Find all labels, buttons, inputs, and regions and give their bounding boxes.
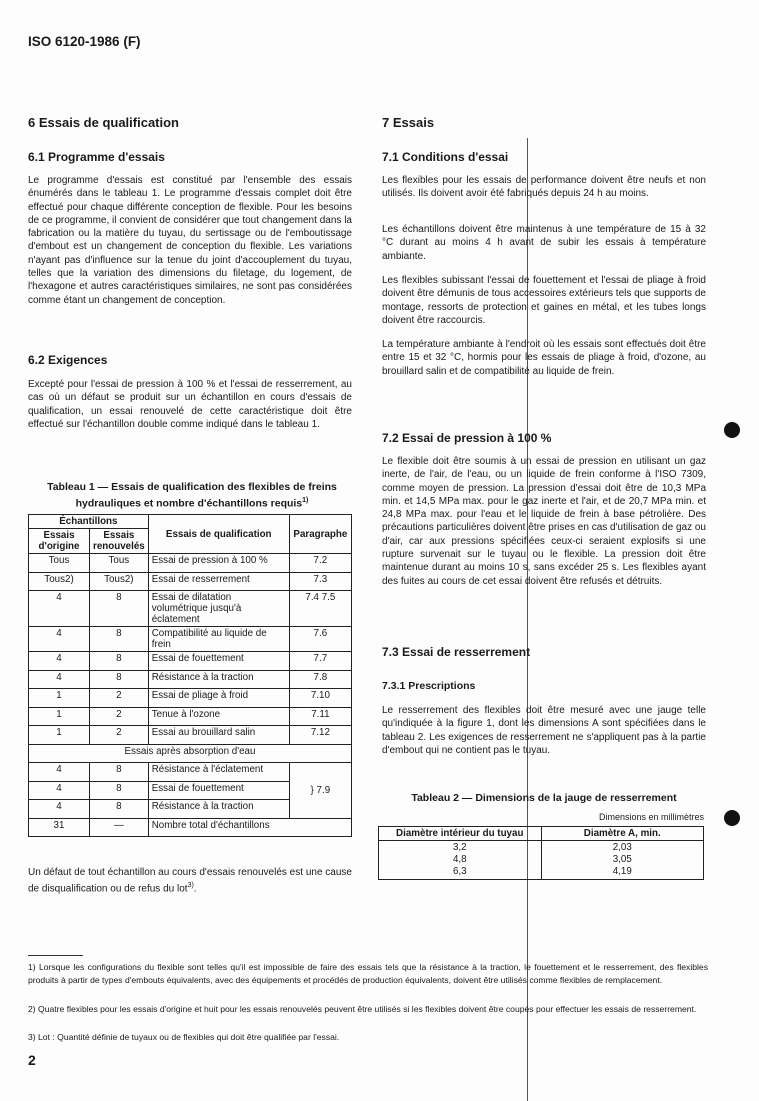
page-number: 2 (28, 1052, 36, 1068)
punch-hole (724, 810, 740, 826)
paragraph-ref: } 7.9 (289, 763, 351, 819)
test-name: Essai de fouettement (148, 652, 289, 671)
punch-hole (724, 422, 740, 438)
section-7-3-1-text: Le resserrement des flexibles doit être mesuré avec une jauge telle qu'indiquée à la figure 1, dont les dimensions A sont spécifiées dans le tableau 2. Les exigences de resserrement ne s'appliquent pas à la partie d'embout qui ne contient pas le tuyau. (382, 705, 706, 756)
paragraph-ref: 7.7 (289, 652, 351, 671)
paragraph-ref: 7.12 (289, 726, 351, 745)
renewed-count: 8 (90, 627, 149, 652)
table-row (29, 627, 352, 652)
test-name: Essai au brouillard salin (148, 726, 289, 745)
paragraph-ref: 7.3 (289, 572, 351, 591)
table-row (29, 591, 352, 627)
original-count: 4 (29, 591, 90, 627)
table-row (29, 652, 352, 671)
total-label: Nombre total d'échantillons (148, 818, 351, 837)
paragraph-ref: 7.6 (289, 627, 351, 652)
table1 (28, 514, 352, 837)
table2-col-inner-diameter: 3,2 4,8 6,3 (379, 841, 542, 880)
section-6-heading: 6 Essais de qualification (28, 115, 179, 130)
section-6-2-heading: 6.2 Exigences (28, 353, 108, 367)
table1-header-samples: Échantillons (29, 515, 149, 529)
table2-header-inner-diameter: Diamètre intérieur du tuyau (379, 827, 542, 841)
section-6-1-heading: 6.1 Programme d'essais (28, 150, 165, 164)
section-7-3-heading: 7.3 Essai de resserrement (382, 645, 531, 659)
table-row (29, 689, 352, 708)
renewed-count: 8 (90, 763, 149, 782)
test-name: Essai de dilatation volumétrique jusqu'à éclatement (148, 591, 289, 627)
original-count: 1 (29, 707, 90, 726)
table-row (29, 763, 352, 782)
paragraph-ref: 7.2 (289, 554, 351, 573)
table1-header-original: Essais d'origine (29, 529, 90, 554)
test-name: Essai de resserrement (148, 572, 289, 591)
table2-col-diameter-a: 2,03 3,05 4,19 (541, 841, 704, 880)
footnote-2: 2) Quatre flexibles pour les essais d'origine et huit pour les essais renouvelés peuvent être utilisés si les flexibles doivent être coupés pour effectuer les essais de resserrement. (28, 1004, 697, 1014)
table1-title: Tableau 1 — Essais de qualification des flexibles de freins hydrauliques et nombre d'échantillons requis$^{1)}$ (47, 481, 337, 510)
table1-header-test: Essais de qualification (148, 515, 289, 554)
test-name: Essai de pression à 100 % (148, 554, 289, 573)
table2-units: Dimensions en millimètres (598, 812, 704, 822)
section-7-heading: 7 Essais (382, 115, 435, 130)
table-row-water (29, 744, 352, 763)
table2-header-diameter-a: Diamètre A, min. (541, 827, 704, 841)
original-count: 1 (29, 726, 90, 745)
section-7-1-para-2: Les échantillons doivent être maintenus à une température de 15 à 32 °C durant au moins 4 h avant de subir les essais à température ambiante. (382, 224, 706, 262)
document-header: ISO 6120-1986 (F) (28, 34, 141, 49)
table2-title: Tableau 2 — Dimensions de la jauge de resserrement (411, 792, 677, 804)
test-name: Résistance à la traction (148, 670, 289, 689)
footnote-3: 3) Lot : Quantité définie de tuyaux ou de flexibles qui doit être qualifiée par l'essai. (28, 1032, 340, 1042)
section-7-2-heading: 7.2 Essai de pression à 100 % (382, 431, 552, 445)
section-7-1-heading: 7.1 Conditions d'essai (382, 150, 509, 164)
paragraph-ref: 7.11 (289, 707, 351, 726)
test-name: Résistance à la traction (148, 800, 289, 819)
original-count: 4 (29, 627, 90, 652)
section-7-1-para-4: La température ambiante à l'endroit où les essais sont effectués doit être entre 15 et 32 °C, hormis pour les essais de pliage à froid, d'ozone, au brouillard salin et de compatibilité au liquide de frein. (382, 339, 706, 377)
test-name: Résistance à l'éclatement (148, 763, 289, 782)
renewed-count: Tous2) (90, 572, 149, 591)
table-row (29, 670, 352, 689)
renewed-count: 2 (90, 707, 149, 726)
table2 (378, 826, 704, 880)
renewed-count: 2 (90, 726, 149, 745)
paragraph-ref: 7.4 7.5 (289, 591, 351, 627)
original-count: 4 (29, 800, 90, 819)
table-row (29, 572, 352, 591)
section-7-3-1-heading: 7.3.1 Prescriptions (382, 680, 476, 692)
renewed-count: Tous (90, 554, 149, 573)
original-count: Tous (29, 554, 90, 573)
original-count: 4 (29, 670, 90, 689)
footnote-1: 1) Lorsque les configurations du flexible sont telles qu'il est impossible de faire des essais tels que la résistance à la traction, le fouettement et le resserrement, des flexibles produits à partir de types d'embouts équivalents, avec des équipements et procédés de production équivalents, doivent être utilisés comme flexibles de remplacement. (28, 962, 708, 985)
renewed-count: 8 (90, 800, 149, 819)
original-count: Tous2) (29, 572, 90, 591)
test-name: Compatibilité au liquide de frein (148, 627, 289, 652)
total-original: 31 (29, 818, 90, 837)
section-7-1-para-1: Les flexibles pour les essais de performance doivent être neufs et non utilisés. Ils doivent avoir été fabriqués depuis 24 h au moins. (382, 175, 706, 200)
original-count: 4 (29, 763, 90, 782)
test-name: Tenue à l'ozone (148, 707, 289, 726)
table1-header-renewed: Essais renouvelés (90, 529, 149, 554)
renewed-count: 8 (90, 652, 149, 671)
test-name: Essai de fouettement (148, 781, 289, 800)
table-row (29, 554, 352, 573)
after-table-text: Un défaut de tout échantillon au cours d'essais renouvelés est une cause de disqualification ou de refus du lot$^{3)}$. (28, 867, 352, 895)
section-7-1-para-3: Les flexibles subissant l'essai de fouettement et l'essai de pliage à froid doivent être démunis de tous accessoires extérieurs tels que supports de montage, ressorts de protection et gaines en métal, et les tubes longs doivent être raccourcis. (382, 275, 706, 326)
original-count: 4 (29, 652, 90, 671)
original-count: 1 (29, 689, 90, 708)
paragraph-ref: 7.10 (289, 689, 351, 708)
section-6-1-text: Le programme d'essais est constitué par l'ensemble des essais énumérés dans le tableau 1. Le programme d'essais complet doit être effectué pour chaque différente conception de flexible. Pour les besoins de ce programme, il convient de considérer que tout changement dans la fabrication ou la matière du tuyau, du sertissage ou de l'emboutissage d'embout est un changement de conception du flexible. Les variations n'ayant pas d'influence sur la tenue du joint d'accouplement du tuyau, telles que la variation des dimensions du filetage, du logement, de l'hexagone et autres caractéristiques similaires, ne sont pas considérées comme étant un changement de conception. (28, 175, 352, 306)
table-row (29, 726, 352, 745)
footnote-rule (28, 955, 83, 956)
section-6-2-text: Excepté pour l'essai de pression à 100 % et l'essai de resserrement, au cas où un défaut se produit sur un échantillon en cours d'essais de qualification, un essai renouvelé de cette caractéristique doit être effectué sur l'échantillon double comme indiqué dans le tableau 1. (28, 379, 352, 430)
renewed-count: 8 (90, 781, 149, 800)
paragraph-ref: 7.8 (289, 670, 351, 689)
table-row-total (29, 818, 352, 837)
table1-header-paragraph: Paragraphe (289, 515, 351, 554)
renewed-count: 2 (90, 689, 149, 708)
table-row (29, 707, 352, 726)
renewed-count: 8 (90, 670, 149, 689)
test-name: Essai de pliage à froid (148, 689, 289, 708)
original-count: 4 (29, 781, 90, 800)
section-7-2-text: Le flexible doit être soumis à un essai de pression en utilisant un gaz inerte, de l'air, de l'eau, ou un liquide de frein conforme à l'ISO 7309, comme moyen de pression. La pression d'essai doit être de 10,3 MPa min. et 14,5 MPa max. pour le gaz inerte et l'air, et de 20,7 MPa min. et 24,8 MPa max. pour l'eau et le liquide de frein à base pétrolière. Des précautions particulières doivent être prises en cas d'utilisation de gaz ou d'air, car aux pressions spécifiées ceux-ci seraient explosifs si une rupture survenait sur le tuyau ou le flexible. La pression doit être maintenue durant au moins 10 s, sans excéder 25 s. Les flexibles ayant des fuites au cours de cet essai doivent être refusés et détruits. (382, 456, 706, 587)
water-absorption-label: Essais après absorption d'eau (29, 744, 352, 763)
total-renewed: — (90, 818, 149, 837)
renewed-count: 8 (90, 591, 149, 627)
